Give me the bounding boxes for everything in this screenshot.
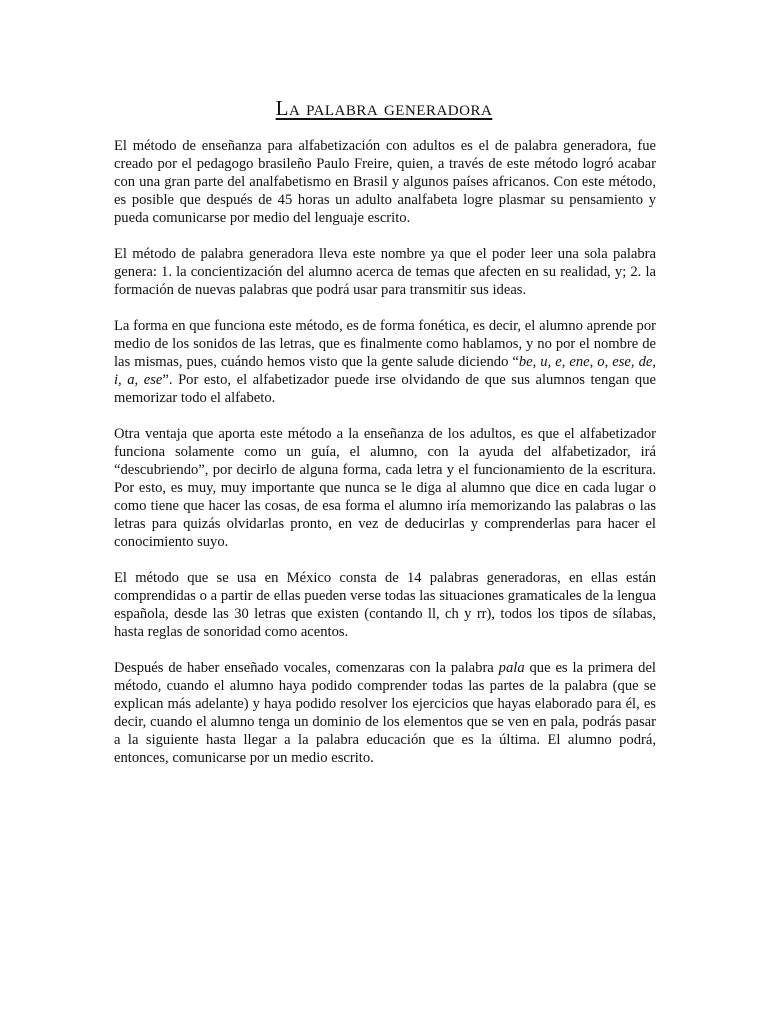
paragraph-6-text-after: que es la primera del método, cuando el alumno haya podido comprender todas las partes de la palabra (que se explican más adelante) y haya podido resolver los ejercicios que hayas elaborado para él, es decir, cuando el alumno tenga un dominio de los elementos que se ven en pala, podrás pasar a la siguiente hasta llegar a la palabra educación que es la última. El alumno podrá, entonces, comunicarse por un medio escrito.: [114, 660, 656, 766]
paragraph-4: Otra ventaja que aporta este método a la enseñanza de los adultos, es que el alfabetizador funciona solamente como un guía, el alumno, con la ayuda del alfabetizador, irá “descubriendo”, por decirlo de alguna forma, cada letra y el funcionamiento de la escritura. Por esto, es muy, muy importante que nunca se le diga al alumno que dice en cada lugar o como tiene que hacer las cosas, de esa forma el alumno iría memorizando las palabras o las letras para quizás olvidarlas pronto, en vez de deducirlas y comprenderlas para hacer el conocimiento suyo.: [114, 426, 656, 550]
paragraph-2: El método de palabra generadora lleva este nombre ya que el poder leer una sola palabra genera: 1. la concientización del alumno acerca de temas que afecten en su realidad, y; 2. la formación de nuevas palabras que podrá usar para transmitir sus ideas.: [114, 246, 656, 298]
paragraph-3-text-after: ”. Por esto, el alfabetizador puede irse olvidando de que sus alumnos tengan que memorizar todo el alfabeto.: [114, 372, 656, 406]
document-body: [114, 137, 656, 785]
paragraph-5: El método que se usa en México consta de 14 palabras generadoras, en ellas están comprendidas o a partir de ellas pueden verse todas las situaciones gramaticales de la lengua española, desde las 30 letras que existen (contando ll, ch y rr), todos los tipos de sílabas, hasta reglas de sonoridad como acentos.: [114, 570, 656, 640]
paragraph-6-text-before: Después de haber enseñado vocales, comenzaras con la palabra: [114, 660, 499, 676]
paragraph-6-italic: pala: [498, 660, 525, 676]
paragraph-1: El método de enseñanza para alfabetización con adultos es el de palabra generadora, fue creado por el pedagogo brasileño Paulo Freire, quien, a través de este método logró acabar con una gran parte del analfabetismo en Brasil y algunos países africanos. Con este método, es posible que después de 45 horas un adulto analfabeta logre plasmar su pensamiento y pueda comunicarse por medio del lenguaje escrito.: [114, 138, 656, 226]
paragraph-3: [114, 317, 656, 407]
paragraph-3-italic: be, u, e, ene, o, ese, de, i, a, ese: [114, 354, 656, 388]
paragraph-3-text-before: La forma en que funciona este método, es de forma fonética, es decir, el alumno aprende por medio de los sonidos de las letras, que es finalmente como hablamos, y no por el nombre de las mismas, pues, cuándo hemos visto que la gente salude diciendo “: [114, 318, 656, 370]
paragraph-6: [114, 659, 656, 767]
page-title: La palabra generadora: [275, 96, 493, 120]
